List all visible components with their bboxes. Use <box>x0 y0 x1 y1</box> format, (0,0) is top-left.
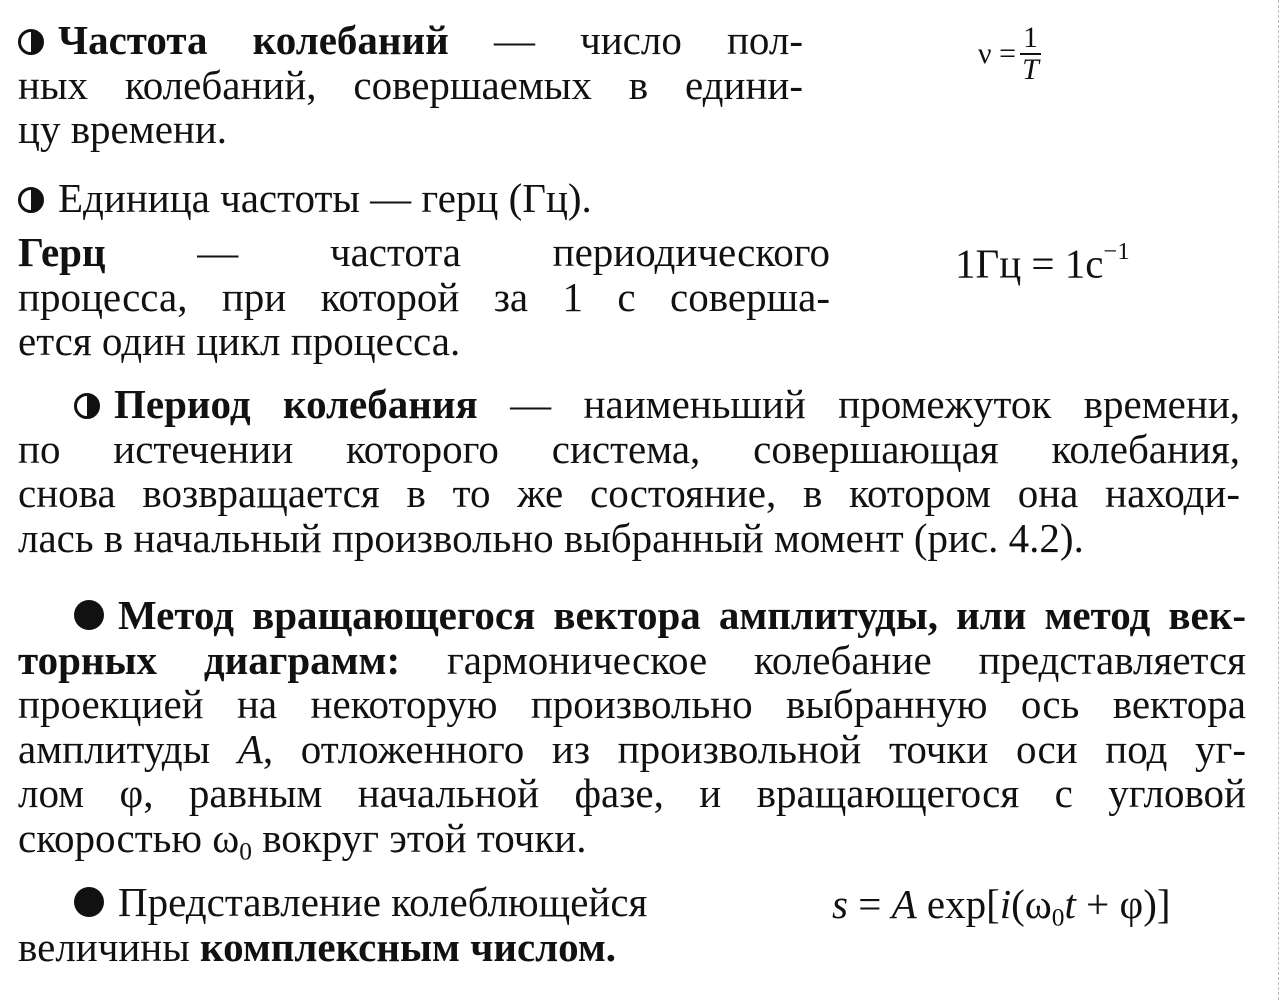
period-definition <box>18 382 1240 560</box>
formula-t: t <box>1064 881 1076 927</box>
half-circle-bullet-icon <box>18 187 44 213</box>
filled-circle-bullet-icon <box>74 600 104 630</box>
amplitude-variable: A <box>237 725 263 772</box>
method-line-3: проекцией на некоторую произвольно выбранную ось вектора <box>18 681 1246 727</box>
period-text: — наименьший промежуток времени, <box>510 381 1241 427</box>
formula-omega-subscript: 0 <box>1051 903 1065 932</box>
formula-s: s <box>832 881 848 927</box>
hertz-formula <box>955 238 1130 287</box>
method-line-4 <box>18 727 1246 772</box>
method-line-2 <box>18 638 1246 683</box>
method-line-2-text: гармоническое колебание представляется <box>446 636 1247 683</box>
method-line-5: лом φ, равным начальной фазе, и вращающегося с угловой <box>18 770 1246 816</box>
hertz-line-1 <box>18 230 830 275</box>
formula-eq: = <box>847 881 892 927</box>
frequency-fraction <box>1020 21 1041 86</box>
frequency-line-3: цу времени. <box>18 106 228 152</box>
half-circle-bullet-icon <box>18 29 44 55</box>
period-line-1 <box>18 382 1240 427</box>
period-line-3: снова возвращается в то же состояние, в котором она находи- <box>18 470 1240 516</box>
formula-tail: + φ)] <box>1075 881 1171 927</box>
method-line-6-b: вокруг этой точки. <box>262 814 587 861</box>
period-line-4: лась в начальный произвольно выбранный момент (рис. 4.2). <box>18 514 1084 561</box>
method-term-part-1: Метод вращающегося вектора амплитуды, или метод век- <box>118 592 1246 638</box>
filled-circle-bullet-icon <box>74 887 104 917</box>
frequency-definition <box>18 18 803 152</box>
frequency-text: — число пол- <box>493 17 803 63</box>
frequency-line-1 <box>18 18 803 63</box>
frequency-term: Частота колебаний <box>58 17 449 63</box>
period-line-2: по истечении которого система, совершающая колебания, <box>18 425 1240 472</box>
hertz-term: Герц <box>18 229 106 275</box>
complex-line-2-text: величины <box>18 923 190 970</box>
unit-definition <box>18 176 592 221</box>
frequency-line-2: ных колебаний, совершаемых в едини- <box>18 61 803 108</box>
complex-formula <box>832 880 1171 933</box>
formula-omega: (ω <box>1011 881 1052 927</box>
complex-line-1-text: Представление колеблющейся <box>118 879 648 925</box>
hertz-formula-exponent: −1 <box>1103 238 1130 265</box>
frequency-formula-lhs: ν = <box>978 37 1016 70</box>
frequency-formula <box>978 21 1041 86</box>
complex-number-term: комплексным числом. <box>200 923 617 970</box>
fraction-numerator: 1 <box>1020 24 1041 55</box>
half-circle-bullet-icon <box>74 393 100 419</box>
unit-text: Единица частоты — герц (Гц). <box>58 175 592 221</box>
hertz-definition <box>18 230 830 364</box>
method-line-4-a: амплитуды <box>18 725 211 772</box>
formula-exp: exp[ <box>916 881 1000 927</box>
period-term: Период колебания <box>114 381 478 427</box>
omega-subscript: 0 <box>239 837 252 866</box>
complex-representation <box>18 880 738 969</box>
method-line-6 <box>18 816 1246 874</box>
vector-method-paragraph <box>18 593 1246 874</box>
complex-line-2 <box>18 925 738 970</box>
hertz-line-2: процесса, при которой за 1 с соверша- <box>18 273 830 320</box>
page-scan-edge <box>1278 0 1283 1000</box>
formula-A: A <box>891 881 917 927</box>
method-line-6-a: скоростью ω <box>18 814 240 861</box>
hertz-formula-text: 1Гц = 1с <box>955 240 1104 287</box>
method-line-4-b: , отложенного из произвольной точки оси под уг- <box>262 725 1246 772</box>
hertz-text: — частота периодического <box>197 229 830 275</box>
method-term-part-2: торных диаграмм: <box>18 636 401 683</box>
method-line-1 <box>18 593 1246 638</box>
complex-line-1 <box>18 880 738 925</box>
hertz-line-3: ется один цикл процесса. <box>18 318 461 364</box>
formula-i: i <box>999 881 1012 927</box>
fraction-denominator: T <box>1022 53 1039 86</box>
